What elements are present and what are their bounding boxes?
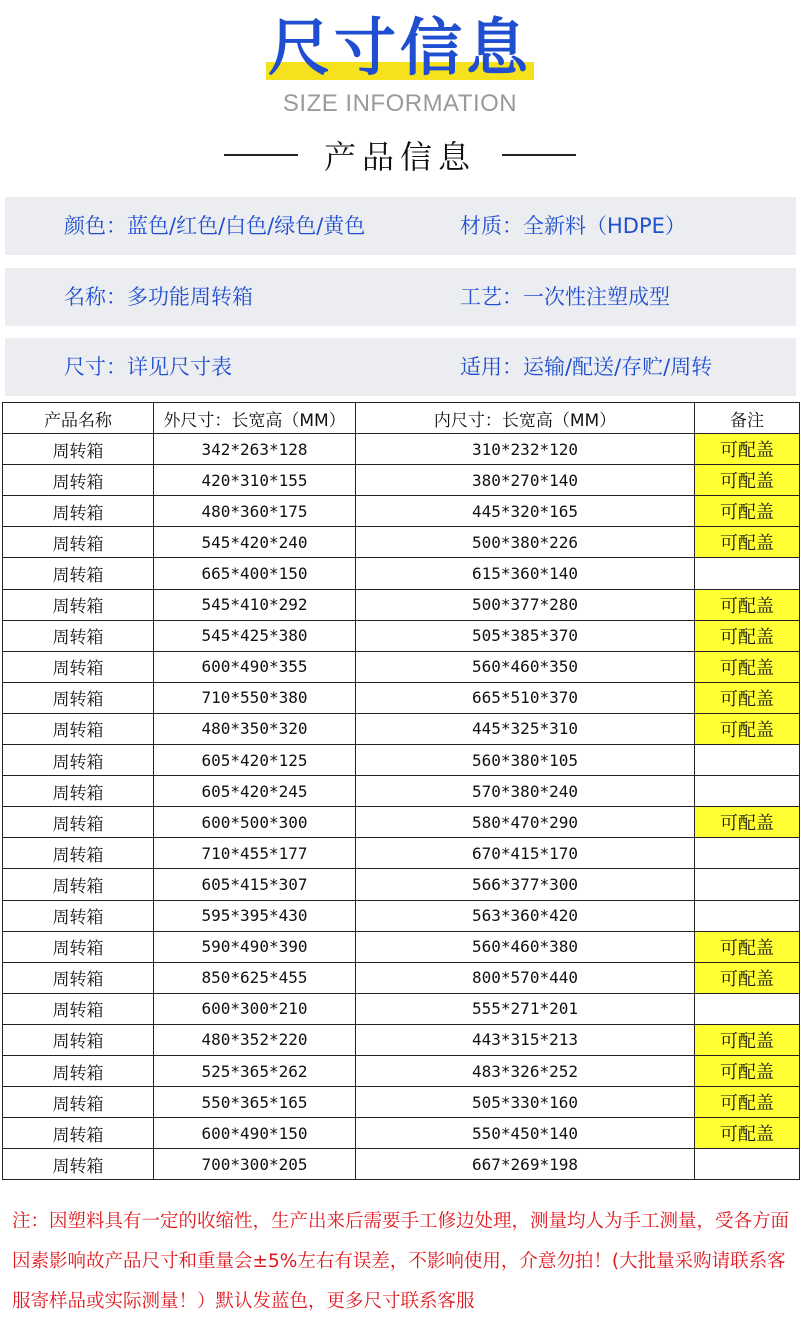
cell-product-name: 周转箱 [3,527,154,558]
section-heading [0,130,800,180]
table-row [3,900,800,931]
cell-outer-size: 480*350*320 [154,713,356,744]
table-row [3,993,800,1024]
cell-outer-size: 600*490*355 [154,651,356,682]
cell-outer-size: 605*420*125 [154,745,356,776]
table-body [3,434,800,1180]
cell-product-name: 周转箱 [3,496,154,527]
cell-outer-size: 710*550*380 [154,682,356,713]
cell-note: 可配盖 [695,1118,800,1149]
cell-note: 可配盖 [695,651,800,682]
cell-outer-size: 600*300*210 [154,993,356,1024]
cell-note: 可配盖 [695,1024,800,1055]
cell-outer-size: 605*415*307 [154,869,356,900]
cell-inner-size: 380*270*140 [356,465,695,496]
info-process: 工艺：一次性注塑成型 [460,285,670,309]
cell-outer-size: 525*365*262 [154,1055,356,1086]
cell-inner-size: 800*570*440 [356,962,695,993]
table-row [3,496,800,527]
cell-note [695,558,800,589]
cell-inner-size: 667*269*198 [356,1149,695,1180]
cell-note: 可配盖 [695,589,800,620]
table-row [3,838,800,869]
table-row [3,807,800,838]
size-table [2,402,800,1180]
cell-inner-size: 445*320*165 [356,496,695,527]
cell-outer-size: 342*263*128 [154,434,356,465]
table-row [3,962,800,993]
cell-note: 可配盖 [695,434,800,465]
table-row [3,527,800,558]
cell-product-name: 周转箱 [3,713,154,744]
cell-product-name: 周转箱 [3,682,154,713]
table-row [3,1087,800,1118]
cell-inner-size: 443*315*213 [356,1024,695,1055]
cell-outer-size: 545*410*292 [154,589,356,620]
table-row [3,434,800,465]
table-row [3,1149,800,1180]
page-subtitle: SIZE INFORMATION [282,90,518,117]
table-row [3,1055,800,1086]
cell-outer-size: 480*352*220 [154,1024,356,1055]
table-row [3,651,800,682]
table-row [3,589,800,620]
info-size: 尺寸：详见尺寸表 [64,355,232,379]
cell-inner-size: 505*330*160 [356,1087,695,1118]
cell-outer-size: 605*420*245 [154,776,356,807]
cell-product-name: 周转箱 [3,807,154,838]
cell-inner-size: 505*385*370 [356,620,695,651]
cell-note [695,869,800,900]
cell-product-name: 周转箱 [3,558,154,589]
info-row-color-material [5,197,796,255]
cell-product-name: 周转箱 [3,465,154,496]
cell-note: 可配盖 [695,962,800,993]
page-header [0,0,800,200]
cell-outer-size: 590*490*390 [154,931,356,962]
cell-outer-size: 665*400*150 [154,558,356,589]
cell-outer-size: 420*310*155 [154,465,356,496]
table-row [3,558,800,589]
cell-inner-size: 560*380*105 [356,745,695,776]
cell-outer-size: 600*490*150 [154,1118,356,1149]
cell-note: 可配盖 [695,1087,800,1118]
cell-inner-size: 500*380*226 [356,527,695,558]
cell-note: 可配盖 [695,527,800,558]
heading-divider-right [502,154,576,156]
cell-product-name: 周转箱 [3,962,154,993]
info-color: 颜色：蓝色/红色/白色/绿色/黄色 [64,214,366,238]
table-row [3,620,800,651]
cell-product-name: 周转箱 [3,776,154,807]
cell-product-name: 周转箱 [3,1087,154,1118]
cell-product-name: 周转箱 [3,1024,154,1055]
cell-inner-size: 560*460*350 [356,651,695,682]
cell-inner-size: 615*360*140 [356,558,695,589]
cell-inner-size: 670*415*170 [356,838,695,869]
page-title: 尺寸信息 [267,11,532,84]
cell-outer-size: 850*625*455 [154,962,356,993]
cell-product-name: 周转箱 [3,589,154,620]
cell-note: 可配盖 [695,931,800,962]
cell-inner-size: 500*377*280 [356,589,695,620]
cell-product-name: 周转箱 [3,745,154,776]
cell-note: 可配盖 [695,807,800,838]
cell-outer-size: 600*500*300 [154,807,356,838]
table-row [3,465,800,496]
table-row [3,869,800,900]
table-row [3,713,800,744]
cell-product-name: 周转箱 [3,931,154,962]
cell-product-name: 周转箱 [3,620,154,651]
section-heading-text: 产品信息 [323,138,476,176]
info-material: 材质：全新料（HDPE） [460,214,686,238]
cell-product-name: 周转箱 [3,869,154,900]
header-product-name: 产品名称 [3,403,154,434]
table-row [3,776,800,807]
cell-outer-size: 480*360*175 [154,496,356,527]
cell-product-name: 周转箱 [3,838,154,869]
cell-outer-size: 550*365*165 [154,1087,356,1118]
table-row [3,931,800,962]
cell-product-name: 周转箱 [3,651,154,682]
cell-outer-size: 710*455*177 [154,838,356,869]
header-note: 备注 [695,403,800,434]
cell-inner-size: 665*510*370 [356,682,695,713]
cell-outer-size: 545*420*240 [154,527,356,558]
cell-outer-size: 545*425*380 [154,620,356,651]
footer-note: 注：因塑料具有一定的收缩性，生产出来后需要手工修边处理，测量均人为手工测量，受各方面因素影响故产品尺寸和重量会±5%左右有误差，不影响使用，介意勿拍！(大批量采购请联系客服寄样品或实际测量！）默认发蓝色，更多尺寸联系客服 [12,1211,790,1312]
cell-inner-size: 563*360*420 [356,900,695,931]
heading-divider-left [224,154,298,156]
cell-inner-size: 445*325*310 [356,713,695,744]
cell-inner-size: 570*380*240 [356,776,695,807]
cell-inner-size: 310*232*120 [356,434,695,465]
table-row [3,1024,800,1055]
header-outer-size: 外尺寸：长宽高（MM） [154,403,356,434]
cell-note [695,1149,800,1180]
table-header-row [3,403,800,434]
cell-inner-size: 483*326*252 [356,1055,695,1086]
cell-inner-size: 550*450*140 [356,1118,695,1149]
cell-note: 可配盖 [695,620,800,651]
table-row [3,682,800,713]
info-name: 名称：多功能周转箱 [64,285,253,309]
cell-product-name: 周转箱 [3,1149,154,1180]
header-inner-size: 内尺寸：长宽高（MM） [356,403,695,434]
cell-outer-size: 595*395*430 [154,900,356,931]
cell-note: 可配盖 [695,496,800,527]
table-row [3,1118,800,1149]
info-row-name-process [5,268,796,326]
cell-inner-size: 566*377*300 [356,869,695,900]
cell-inner-size: 580*470*290 [356,807,695,838]
cell-inner-size: 560*460*380 [356,931,695,962]
cell-product-name: 周转箱 [3,993,154,1024]
cell-outer-size: 700*300*205 [154,1149,356,1180]
info-usage: 适用：运输/配送/存贮/周转 [460,355,713,379]
cell-product-name: 周转箱 [3,1055,154,1086]
cell-product-name: 周转箱 [3,434,154,465]
cell-note [695,838,800,869]
cell-product-name: 周转箱 [3,1118,154,1149]
cell-note [695,993,800,1024]
cell-note: 可配盖 [695,465,800,496]
table-row [3,745,800,776]
cell-note: 可配盖 [695,682,800,713]
info-row-size-usage [5,338,796,396]
cell-note [695,776,800,807]
cell-inner-size: 555*271*201 [356,993,695,1024]
cell-note: 可配盖 [695,713,800,744]
cell-note [695,745,800,776]
cell-product-name: 周转箱 [3,900,154,931]
cell-note: 可配盖 [695,1055,800,1086]
cell-note [695,900,800,931]
